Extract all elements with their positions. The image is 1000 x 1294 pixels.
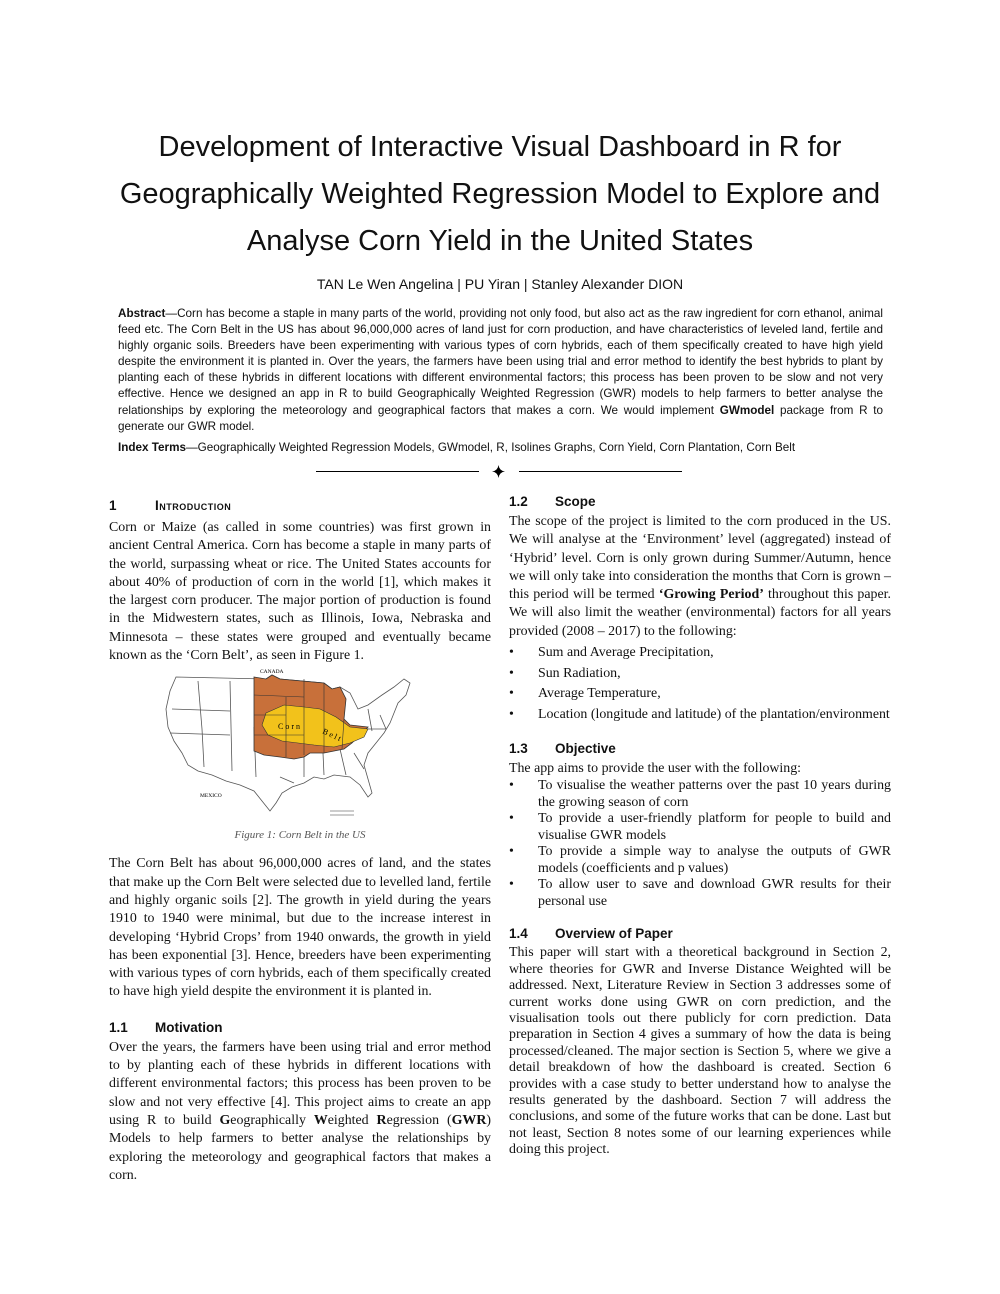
gwr-text-2: eighted (327, 1112, 377, 1128)
title-line-2: Geographically Weighted Regression Model to Explore and (119, 178, 881, 210)
figure-1-caption: Figure 1: Corn Belt in the US (234, 829, 366, 842)
right-column (509, 494, 891, 1159)
map-label-canada: CANADA (260, 669, 284, 676)
section-number: 1.1 (109, 1019, 128, 1035)
list-item: • Average Temperature, (509, 684, 891, 705)
introduction-paragraph-2: The Corn Belt has about 96,000,000 acres of land, and the states that make up the Corn Belt were selected due to levelled land, fertile and highly organic soils [2]. The growth in yield during the years 1910 to 1940 were minimal, but due to the increase interest in developing ‘Hybrid Crops’ from 1940 onwards, the growth in yield has been exponential [3]. Hence, breeders have been experimenting with various types of corn hybrids, each of them specifically created to have high yield despite the environment it is planted in. (109, 856, 491, 1000)
section-separator (316, 464, 682, 480)
motivation-text-1: Over the years, the farmers have been using trial and error method to by planting each of these hybrids in different locations with different environmental factors; this process has been proven to be slow and not very effective [4]. This project aims to create an app using R to build (109, 1039, 491, 1128)
figure-1-corn-belt-map (109, 669, 491, 849)
objective-paragraph: The app aims to provide the user with the following: (509, 761, 802, 777)
list-item: • Sun Radiation, (509, 664, 891, 685)
section-title: Scope (555, 494, 596, 509)
map-label-corn: C o r n (278, 722, 300, 732)
index-terms-label: Index Terms (118, 441, 186, 454)
abstract-text: —Corn has become a staple in many parts of the world, providing not only food, but also act as the raw ingredient for corn ethanol, animal feed etc. The Corn Belt in the US has about 96,000,000 acres of land just for corn production, and have characteristics of leveled land, fertile and highly organic soils. Breeders have been experimenting with various types of corn hybrids, each of them specifically created to have high yield despite the environment it is planted in. Over the years, the farmers have been using trial and error method to identify the best hybrids to plant by planting each of these hybrids in different locations with different environmental factors; this process has been proven to be slow and not very effective. Hence we designed an app in R to build Geographically Weighted Regression (GWR) models to help farmers to better analyse the relationships by exploring the meteorology and geographical factors that makes a corn. We would implement (118, 307, 883, 417)
section-title: Objective (555, 741, 616, 757)
list-item: • To visualise the weather patterns over the past 10 years during the growing season of corn (509, 778, 891, 811)
authors: TAN Le Wen Angelina | PU Yiran | Stanley Alexander DION (316, 276, 684, 292)
section-number: 1.3 (509, 741, 528, 757)
scope-bullet-list (509, 643, 891, 725)
left-column (109, 494, 491, 1185)
title-line-1: Development of Interactive Visual Dashboard in R for (158, 131, 842, 163)
gwr-letter-g: G (219, 1112, 231, 1128)
list-item: • To provide a user-friendly platform for people to build and visualise GWR models (509, 811, 891, 844)
gwr-text-3: egression ( (386, 1112, 452, 1128)
separator-line-right (519, 471, 682, 472)
section-title: Overview of Paper (555, 926, 673, 942)
overview-paragraph: This paper will start with a theoretical background in Section 2, where theories for GWR and Inverse Distance Weighted will be addressed. Next, Literature Review in Section 3 addresses some of current works done using GWR on corn prediction, and the visualisation tools out there publicly for corn prediction. Data preparation in Section 4 gives a summary of how the data is being processed/cleaned. The major section is Section 5, where we give a detail breakdown of how the dashboard is created. Section 6 provides with a case study to better understand how to analyse the results generated by the dashboard. Section 7 will address the conclusions, and some of the future works that can be done. Last but not least, Section 8 notes some of our learning experiences while doing this project. (509, 945, 891, 1158)
scope-paragraph (509, 513, 891, 641)
list-item: • Location (longitude and latitude) of the plantation/environment (509, 705, 891, 726)
index-terms (118, 440, 883, 456)
section-heading-overview (509, 926, 891, 941)
section-title: Motivation (155, 1019, 223, 1035)
gwr-letter-r: R (376, 1112, 387, 1128)
growing-period-term: ‘Growing Period’ (658, 587, 764, 603)
list-item: • Sum and Average Precipitation, (509, 643, 891, 664)
abstract (118, 306, 883, 435)
section-heading-introduction (109, 498, 491, 513)
us-map-image (154, 669, 426, 829)
map-label-belt: B e l t (321, 727, 343, 744)
list-item: • To provide a simple way to analyse the outputs of GWR models (coefficients and p values) (509, 844, 891, 877)
section-heading-objective (509, 741, 891, 756)
section-number: 1.2 (509, 494, 528, 509)
objective-bullet-list (509, 778, 891, 910)
abstract-text-end: package from R to generate our GWR model. (118, 403, 883, 433)
section-number: 1 (109, 498, 117, 513)
section-number: 1.4 (509, 926, 528, 942)
gwr-letter-w: W (313, 1112, 328, 1128)
separator-line-left (316, 471, 479, 472)
section-title: Introduction (155, 498, 232, 513)
map-label-mexico: MEXICO (200, 793, 222, 800)
section-heading-scope (509, 494, 891, 509)
abstract-package-name: GWmodel (719, 403, 775, 417)
paper-title (60, 124, 940, 265)
title-line-3: Analyse Corn Yield in the United States (246, 225, 754, 257)
abstract-label: Abstract (118, 307, 166, 320)
gwr-text-1: eographically (230, 1112, 314, 1128)
gwr-abbreviation: GWR (451, 1112, 487, 1128)
map-scale-bar (330, 811, 354, 815)
list-item: • To allow user to save and download GWR results for their personal use (509, 877, 891, 910)
motivation-text-2: ) Models to help farmers to better analyse the relationships by exploring the meteorology and geographical factors that makes a corn. (109, 1112, 491, 1183)
index-terms-text: —Geographically Weighted Regression Models, GWmodel, R, Isolines Graphs, Corn Yield, Corn Plantation, Corn Belt (185, 441, 796, 454)
section-heading-motivation (109, 1020, 491, 1035)
introduction-paragraph-1: Corn or Maize (as called in some countries) was first grown in ancient Central America. Corn has become a staple in many parts of the world, surpassing wheat or rice. The United States accounts for about 40% of production of corn in the world [1], which makes it the largest corn producer. The major portion of production is found in the Midwestern states, such as Illinois, Iowa, Nebraska and Minnesota – these states were grouped and eventually became known as the ‘Corn Belt’, as seen in Figure 1. (109, 520, 491, 664)
motivation-paragraph (109, 1039, 491, 1185)
diamond-ornament-icon (492, 465, 505, 478)
scope-text-1: The scope of the project is limited to the corn produced in the US. We will analyse at the ‘Environment’ level (aggregated) instead of ‘Hybrid’ level. Corn is only grown during Summer/Autumn, hence we will only take into consideration the months that Corn is grown – this period will be termed (509, 514, 891, 603)
scope-text-2: throughout this paper. We will also limit the weather (environmental) factors for all years provided (2008 – 2017) to the following: (509, 587, 891, 639)
